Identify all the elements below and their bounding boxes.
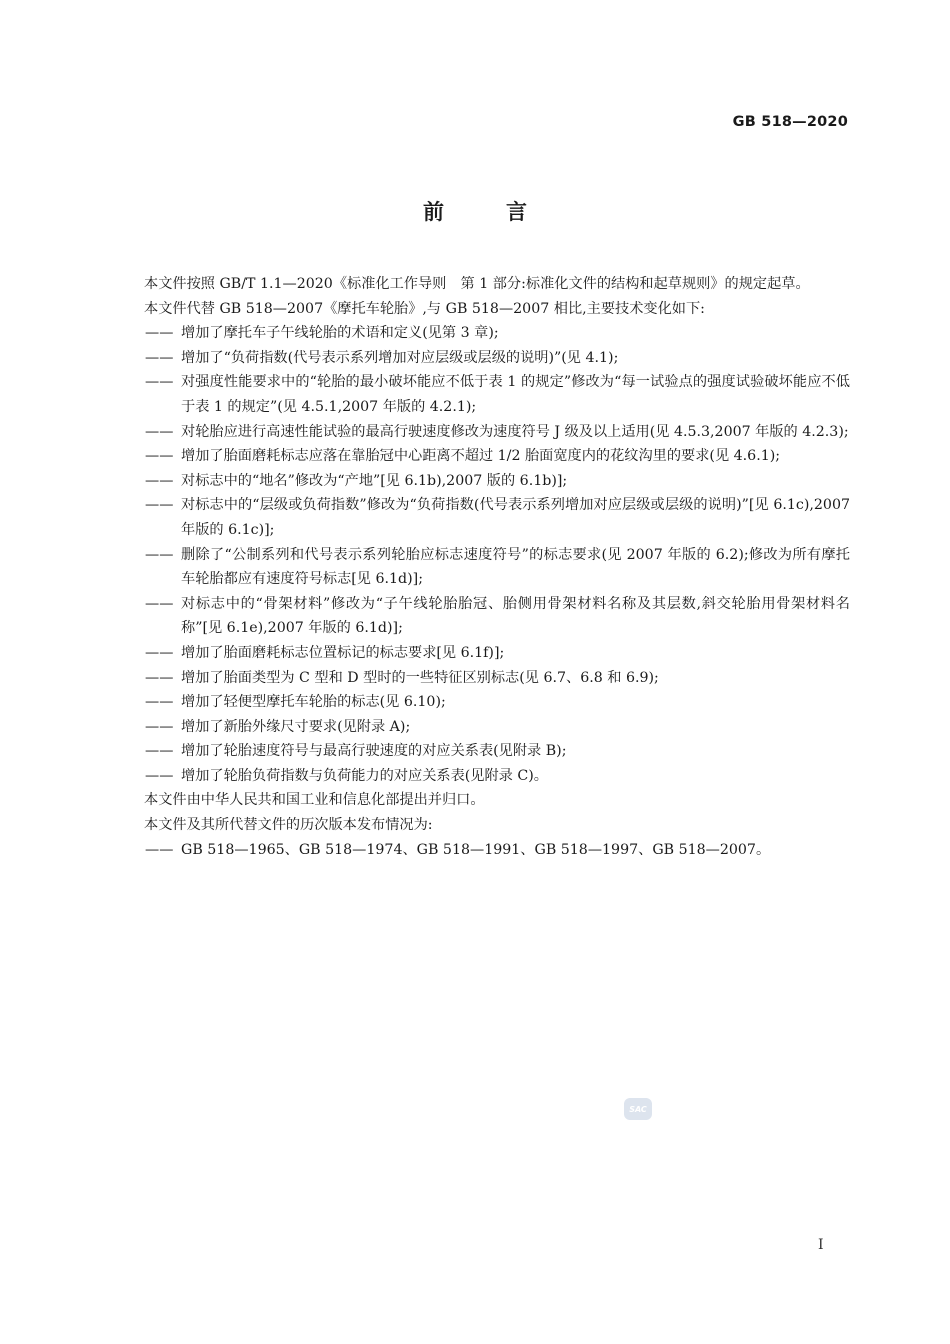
change-item [114, 690, 850, 715]
change-item [114, 543, 850, 592]
change-item [114, 739, 850, 764]
dash-marker: —— [145, 718, 174, 735]
change-item [114, 641, 850, 666]
change-text: 对标志中的“层级或负荷指数”修改为“负荷指数(代号表示系列增加对应层级或层级的说明)”[见 6.1c),2007 年版的 6.1c)]; [181, 497, 850, 538]
change-text: 增加了摩托车子午线轮胎的术语和定义(见第 3 章); [181, 325, 499, 342]
outro-paragraph-1: 本文件由中华人民共和国工业和信息化部提出并归口。 [144, 792, 485, 809]
change-text: 增加了“负荷指数(代号表示系列增加对应层级或层级的说明)”(见 4.1); [181, 349, 619, 366]
dash-marker: —— [145, 595, 174, 612]
change-text: 增加了胎面磨耗标志位置标记的标志要求[见 6.1f)]; [181, 644, 505, 661]
change-text: 增加了轻便型摩托车轮胎的标志(见 6.10); [181, 694, 446, 711]
change-item [114, 444, 850, 469]
dash-marker: —— [145, 423, 174, 440]
intro-paragraph-1: 本文件按照 GB/T 1.1—2020《标准化工作导则 第 1 部分:标准化文件的结构和起草规则》的规定起草。 [144, 276, 810, 292]
change-item [114, 764, 850, 789]
dash-marker: —— [145, 669, 174, 686]
change-item [114, 666, 850, 691]
dash-marker: —— [145, 743, 174, 760]
change-item [114, 420, 850, 445]
foreword-body [114, 272, 850, 862]
dash-marker: —— [145, 497, 174, 514]
change-text: 对轮胎应进行高速性能试验的最高行驶速度修改为速度符号 J 级及以上适用(见 4.5.3,2007 年版的 4.2.3); [181, 423, 849, 440]
change-text: 对标志中的“地名”修改为“产地”[见 6.1b),2007 版的 6.1b)]; [181, 472, 568, 489]
change-item [114, 715, 850, 740]
history-item [114, 838, 850, 863]
dash-marker: —— [145, 767, 174, 784]
dash-marker: —— [145, 694, 174, 711]
change-item [114, 493, 850, 542]
dash-marker: —— [145, 325, 174, 342]
change-text: 对标志中的“骨架材料”修改为“子午线轮胎胎冠、胎侧用骨架材料名称及其层数,斜交轮胎用骨架材料名称”[见 6.1e),2007 年版的 6.1d)]; [181, 595, 850, 637]
history-text: GB 518—1965、GB 518—1974、GB 518—1991、GB 518—1997、GB 518—2007。 [181, 841, 771, 858]
change-text: 对强度性能要求中的“轮胎的最小破坏能应不低于表 1 的规定”修改为“每一试验点的强度试验破坏能应不低于表 1 的规定”(见 4.5.1,2007 年版的 4.2.1); [181, 374, 850, 415]
dash-marker: —— [145, 448, 174, 465]
change-item [114, 346, 850, 371]
dash-marker: —— [145, 644, 174, 661]
change-item [114, 469, 850, 494]
standard-code: GB 518—2020 [732, 114, 848, 130]
dash-marker: —— [145, 841, 174, 858]
change-text: 增加了轮胎负荷指数与负荷能力的对应关系表(见附录 C)。 [181, 767, 548, 784]
dash-marker: —— [145, 349, 174, 366]
change-item [114, 321, 850, 346]
change-text: 增加了胎面磨耗标志应落在靠胎冠中心距离不超过 1/2 胎面宽度内的花纹沟里的要求(见 4.6.1); [181, 448, 781, 465]
change-text: 增加了新胎外缘尺寸要求(见附录 A); [181, 718, 411, 735]
dash-marker: —— [145, 546, 174, 563]
dash-marker: —— [145, 374, 174, 391]
change-text: 增加了轮胎速度符号与最高行驶速度的对应关系表(见附录 B); [181, 743, 567, 760]
outro-paragraph-2: 本文件及其所代替文件的历次版本发布情况为: [144, 817, 433, 834]
sac-logo-icon: SAC [624, 1098, 652, 1120]
page-title: 前言 [423, 200, 589, 224]
page-number: I [818, 1237, 824, 1253]
intro-paragraph-2: 本文件代替 GB 518—2007《摩托车轮胎》,与 GB 518—2007 相比,主要技术变化如下: [144, 300, 705, 317]
change-item [114, 592, 850, 641]
change-item [114, 370, 850, 419]
dash-marker: —— [145, 472, 174, 489]
change-text: 删除了“公制系列和代号表示系列轮胎应标志速度符号”的标志要求(见 2007 年版的 6.2);修改为所有摩托车轮胎都应有速度符号标志[见 6.1d)]; [181, 546, 850, 588]
change-text: 增加了胎面类型为 C 型和 D 型时的一些特征区别标志(见 6.7、6.8 和 6.9); [181, 669, 659, 686]
